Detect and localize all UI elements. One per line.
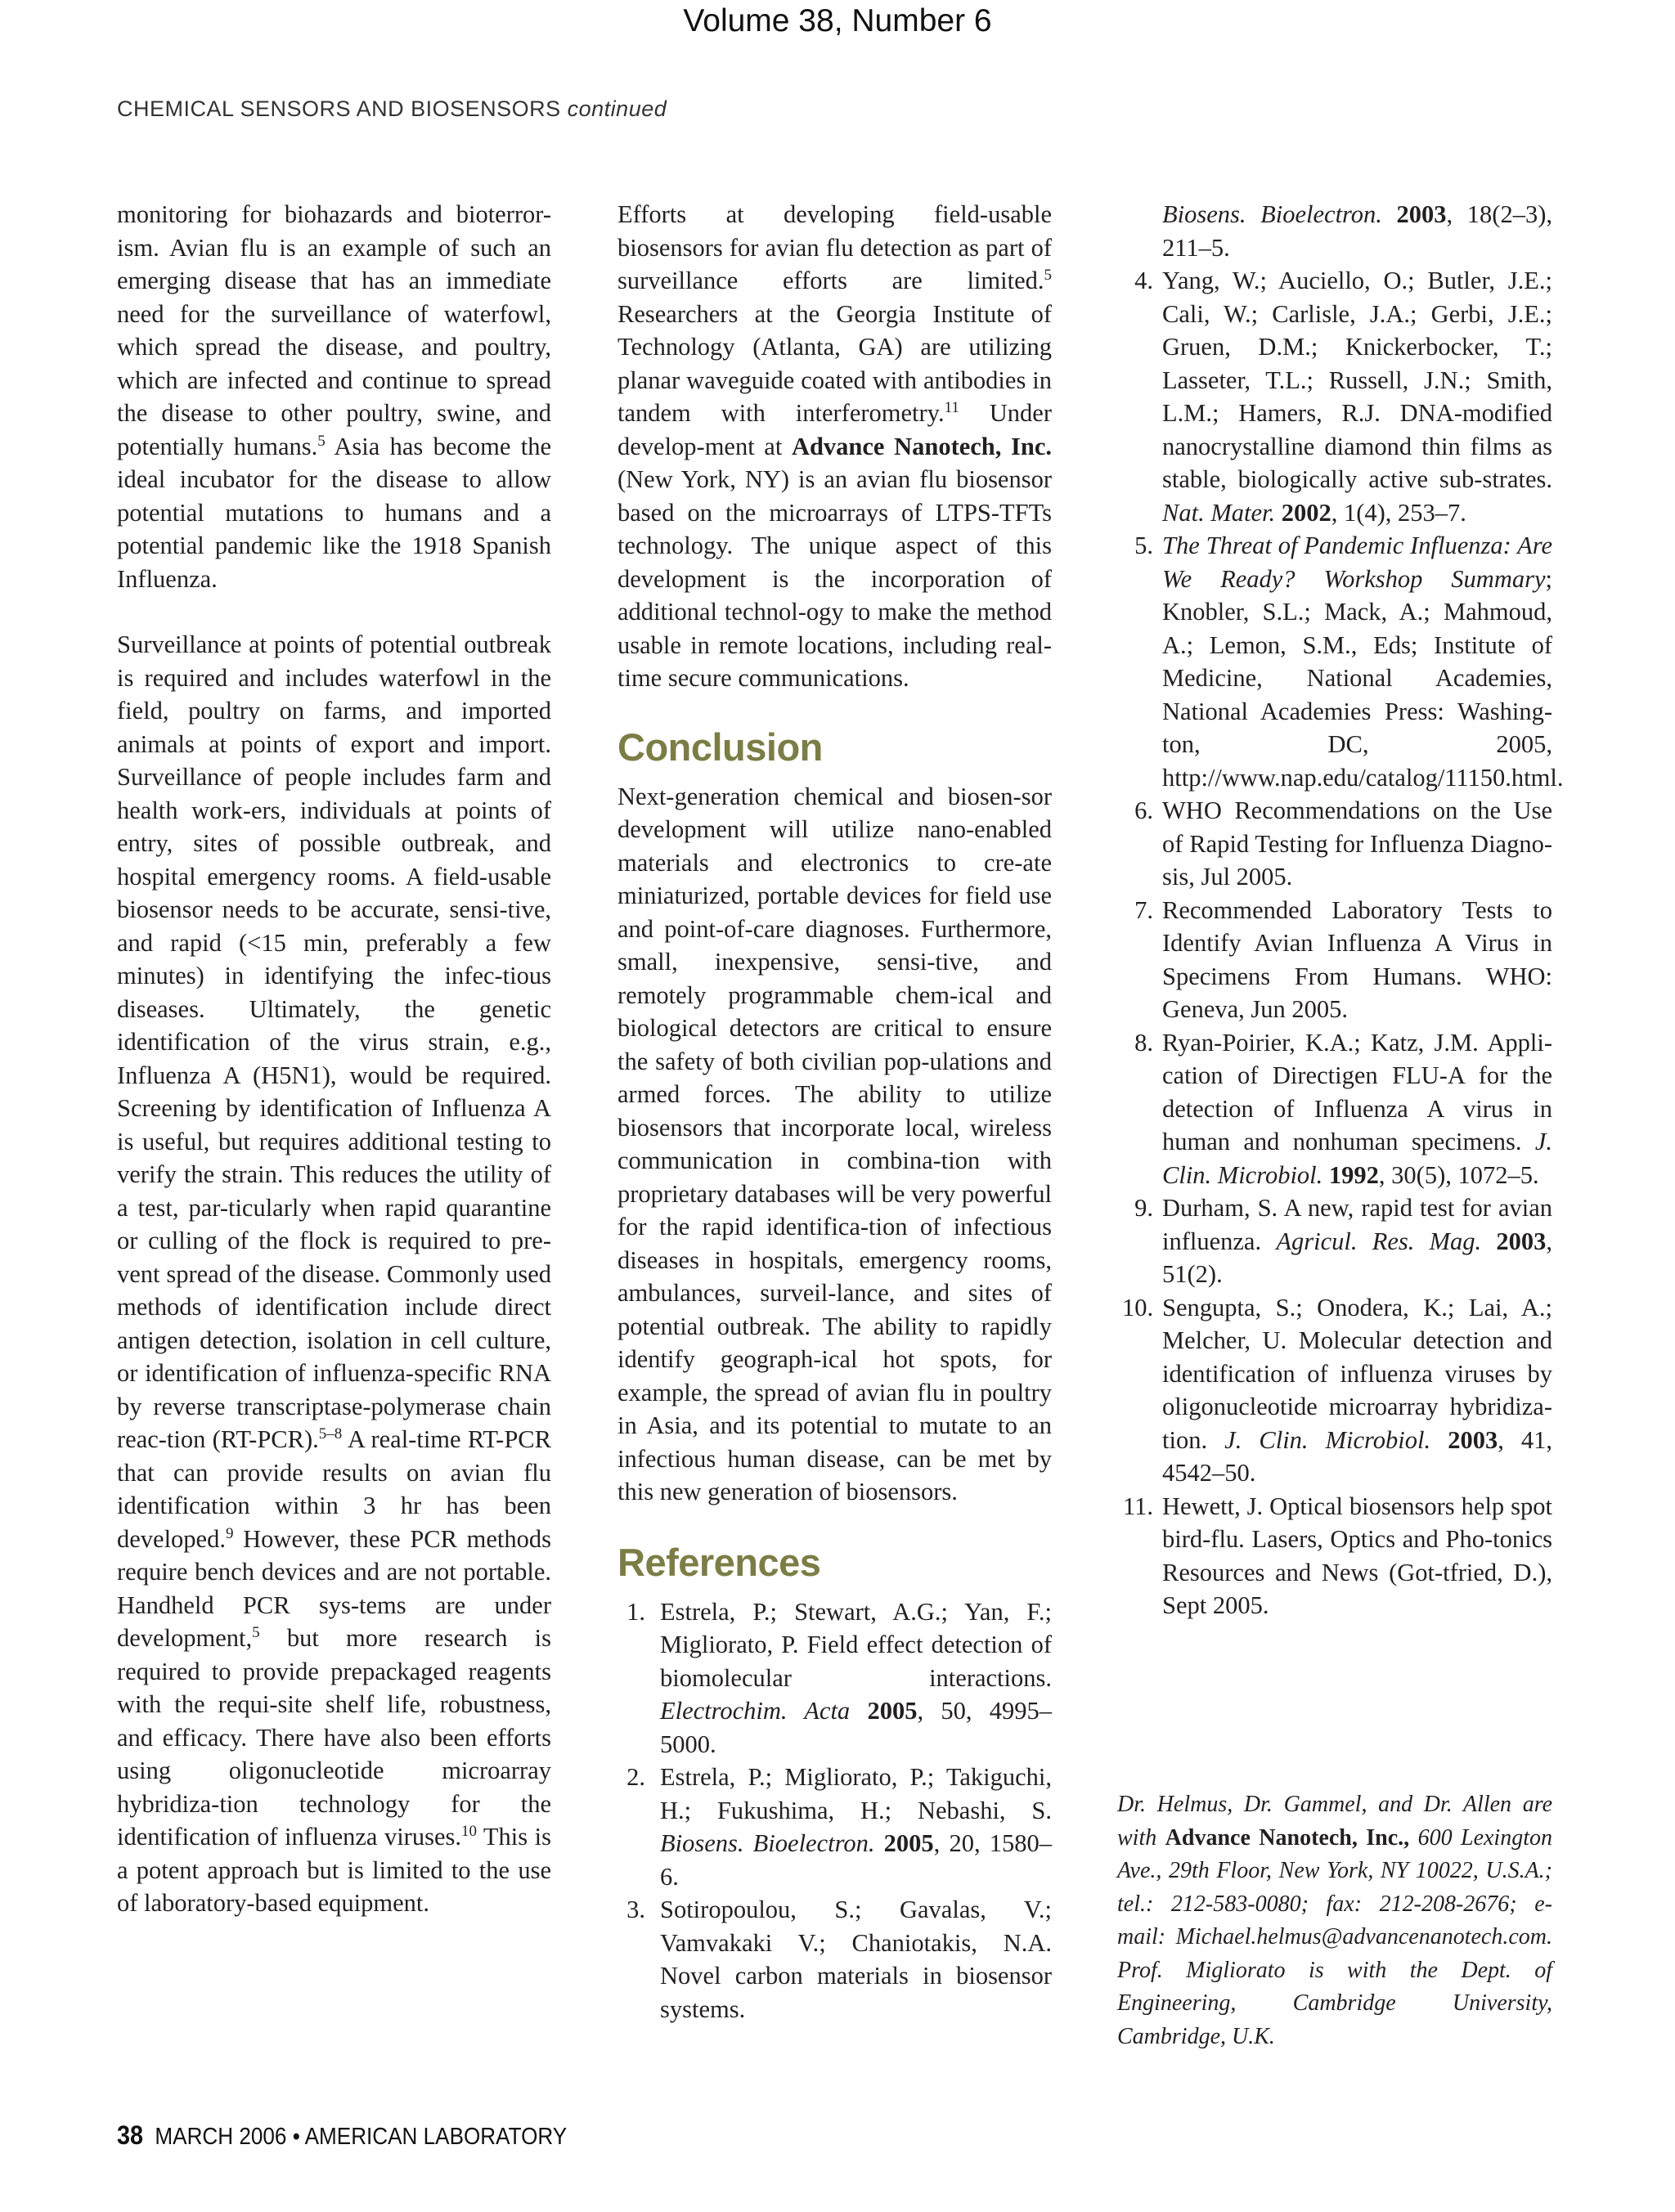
reference-item: 8. Ryan-Poirier, K.A.; Katz, J.M. Appli-cation of Directigen FLU-A for the detection of Influenza A virus in human and nonhuman specimens. J. Clin. Microbiol. 1992, 30(5), 1072–5. (1134, 1028, 1552, 1189)
reference-item: 7. Recommended Laboratory Tests to Identify Avian Influenza A Virus in Specimens From Humans. WHO: Geneva, Jun 2005. (1134, 895, 1552, 1023)
footer-text: MARCH 2006 • AMERICAN LABORATORY (155, 2124, 568, 2150)
conclusion-heading: Conclusion (617, 725, 823, 769)
reference-item: 1. Estrela, P.; Stewart, A.G.; Yan, F.; Migliorato, P. Field effect detection of biomolecular interactions. Electrochim. Acta 2005, 50, 4995–5000. (626, 1597, 1052, 1758)
reference-item: 3. Sotiropoulou, S.; Gavalas, V.; Vamvakaki V.; Chaniotakis, N.A. Novel carbon materials in biosensor systems. (626, 1896, 1052, 2023)
reference-item: 4. Yang, W.; Auciello, O.; Butler, J.E.; Cali, W.; Carlisle, J.A.; Gerbi, J.E.; Gruen, D.M.; Knickerbocker, T.; Lasseter, T.L.; Russell, J.N.; Smith, L.M.; Hamers, R.J. DNA-modified nanocrystalline diamond thin films as stable, biologically active sub-strates. Nat. Mater. 2002, 1(4), 253–7. (1134, 267, 1552, 527)
page-number: 38 (117, 2120, 144, 2150)
reference-list (617, 1595, 1052, 2026)
paragraph-surveillance: Surveillance at points of potential outbreak is required and includes waterfowl in the field, poultry on farms, and imported animals at points of export and import. Surveillance of people includes farm and health work-ers, individuals at points of entry, sites of possible outbreak, and hospital emergency rooms. A field-usable biosensor needs to be accurate, sensi-tive, and rapid (<15 min, preferably a few minutes) in identifying the infec-tious diseases. Ultimately, the genetic identification of the virus strain, e.g., Influenza A (H5N1), would be required. Screening by identification of Influenza A is useful, but requires additional testing to verify the strain. This reduces the utility of a test, par-ticularly when rapid quarantine or culling of the flock is required to pre-vent spread of the disease. Commonly used methods of identification include direct antigen detection, isolation in cell culture, or identification of influenza-specific RNA by reverse transcriptase-polymerase chain reac-tion (RT-PCR).$^{5-8}$ A real-time RT-PCR that can provide results on avian flu identification within 3 hr has been developed.$^9$ However, these PCR methods require bench devices and are not portable. Handheld PCR sys-tems are under development,$^5$ but more research is required to provide prepackaged reagents with the requi-site shelf life, robustness, and efficacy. There have also been efforts using oligonucleotide microarray hybridiza-tion technology for the identification of influenza viruses.$^{10}$ This is a potent approach but is limited to the use of laboratory-based equipment. (117, 630, 551, 1917)
reference-item: 10. Sengupta, S.; Onodera, K.; Lai, A.; Melcher, U. Molecular detection and identification of influenza viruses by oligonucleotide microarray hybridiza-tion. J. Clin. Microbiol. 2003, 41, 4542–50. (1122, 1293, 1553, 1487)
reference-item: 5. The Threat of Pandemic Influenza: Are We Ready? Workshop Summary; Knobler, S.L.; Mack, A.; Mahmoud, A.; Lemon, S.M., Eds; Institute of Medicine, National Academies, National Academies Press: Washing-ton, DC, 2005, http://www.nap.edu/catalog/11150.html. (1134, 532, 1564, 792)
section-name: CHEMICAL SENSORS AND BIOSENSORS (117, 96, 561, 121)
continued-label: continued (567, 96, 667, 121)
reference-item: 2. Estrela, P.; Migliorato, P.; Takiguchi, H.; Fukushima, H.; Nebashi, S. Biosens. Bioelectron. 2005, 20, 1580–6. (626, 1763, 1053, 1891)
reference-list-continued (1122, 198, 1564, 1622)
paragraph-avian-flu: monitoring for biohazards and bioterror-ism. Avian flu is an example of such an emerging disease that has an immediate need for the surveillance of waterfowl, which spread the disease, and poultry, which are infected and continue to spread the disease to other poultry, swine, and potentially humans.$^5$ Asia has become the ideal incubator for the disease to allow potential mutations to humans and a potential pandemic like the 1918 Spanish Influenza. (117, 200, 551, 593)
author-affiliation: Dr. Helmus, Dr. Gammel, and Dr. Allen are with Advance Nanotech, Inc., 600 Lexington Ave., 29th Floor, New York, NY 10022, U.S.A.; tel.: 212-583-0080; fax: 212-208-2676; e-mail: Michael.helmus@advancenanotech.com. Prof. Migliorato is with the Dept. of Engineering, Cambridge University, Cambridge, U.K. (1117, 1792, 1552, 2049)
reference-item: 6. WHO Recommendations on the Use of Rapid Testing for Influenza Diagno-sis, Jul 2005. (1134, 796, 1552, 891)
page-footer (117, 2120, 567, 2151)
paragraph-efforts: Efforts at developing field-usable biosensors for avian flu detection as part of surveillance efforts are limited.$^5$ Researchers at the Georgia Institute of Technology (Atlanta, GA) are utilizing planar waveguide coated with antibodies in tandem with interferometry.$^{11}$ Under develop-ment at Advance Nanotech, Inc. (New York, NY) is an avian flu biosensor based on the microarrays of LTPS-TFTs technology. The unique aspect of this development is the incorporation of additional technol-ogy to make the method usable in remote locations, including real-time secure communications. (617, 200, 1052, 692)
column-2 (617, 198, 1052, 2026)
references-heading: References (617, 1540, 821, 1584)
volume-title: Volume 38, Number 6 (683, 3, 992, 38)
reference-item: 11. Hewett, J. Optical biosensors help spot bird-flu. Lasers, Optics and Pho-tonics Resources and News (Got-tfried, D.), Sept 2005. (1123, 1492, 1552, 1619)
paragraph-conclusion: Next-generation chemical and biosen-sor development will utilize nano-enabled materials and electronics to cre-ate miniaturized, portable devices for field use and point-of-care diagnoses. Furthermore, small, inexpensive, sensi-tive, and remotely programmable chem-ical and biological detectors are critical to ensure the safety of both civilian pop-ulations and armed forces. The ability to utilize biosensors that incorporate local, wireless communication in combina-tion with proprietary databases will be very powerful for the rapid identifica-tion of infectious diseases in hospitals, emergency rooms, ambulances, surveil-lance, and sites of potential outbreak. The ability to rapidly identify geograph-ical hot spots, for example, the spread of avian flu in poultry in Asia, and its potential to mutate to an infectious human disease, can be met by this new generation of biosensors. (617, 782, 1053, 1505)
column-1 (117, 198, 551, 1920)
column-3 (1122, 198, 1564, 1622)
section-header (117, 96, 667, 122)
reference-item: 9. Durham, S. A new, rapid test for avian influenza. Agricul. Res. Mag. 2003, 51(2). (1134, 1194, 1553, 1288)
reference-item-continued: Biosens. Bioelectron. 2003, 18(2–3), 211–5. (1162, 200, 1552, 262)
